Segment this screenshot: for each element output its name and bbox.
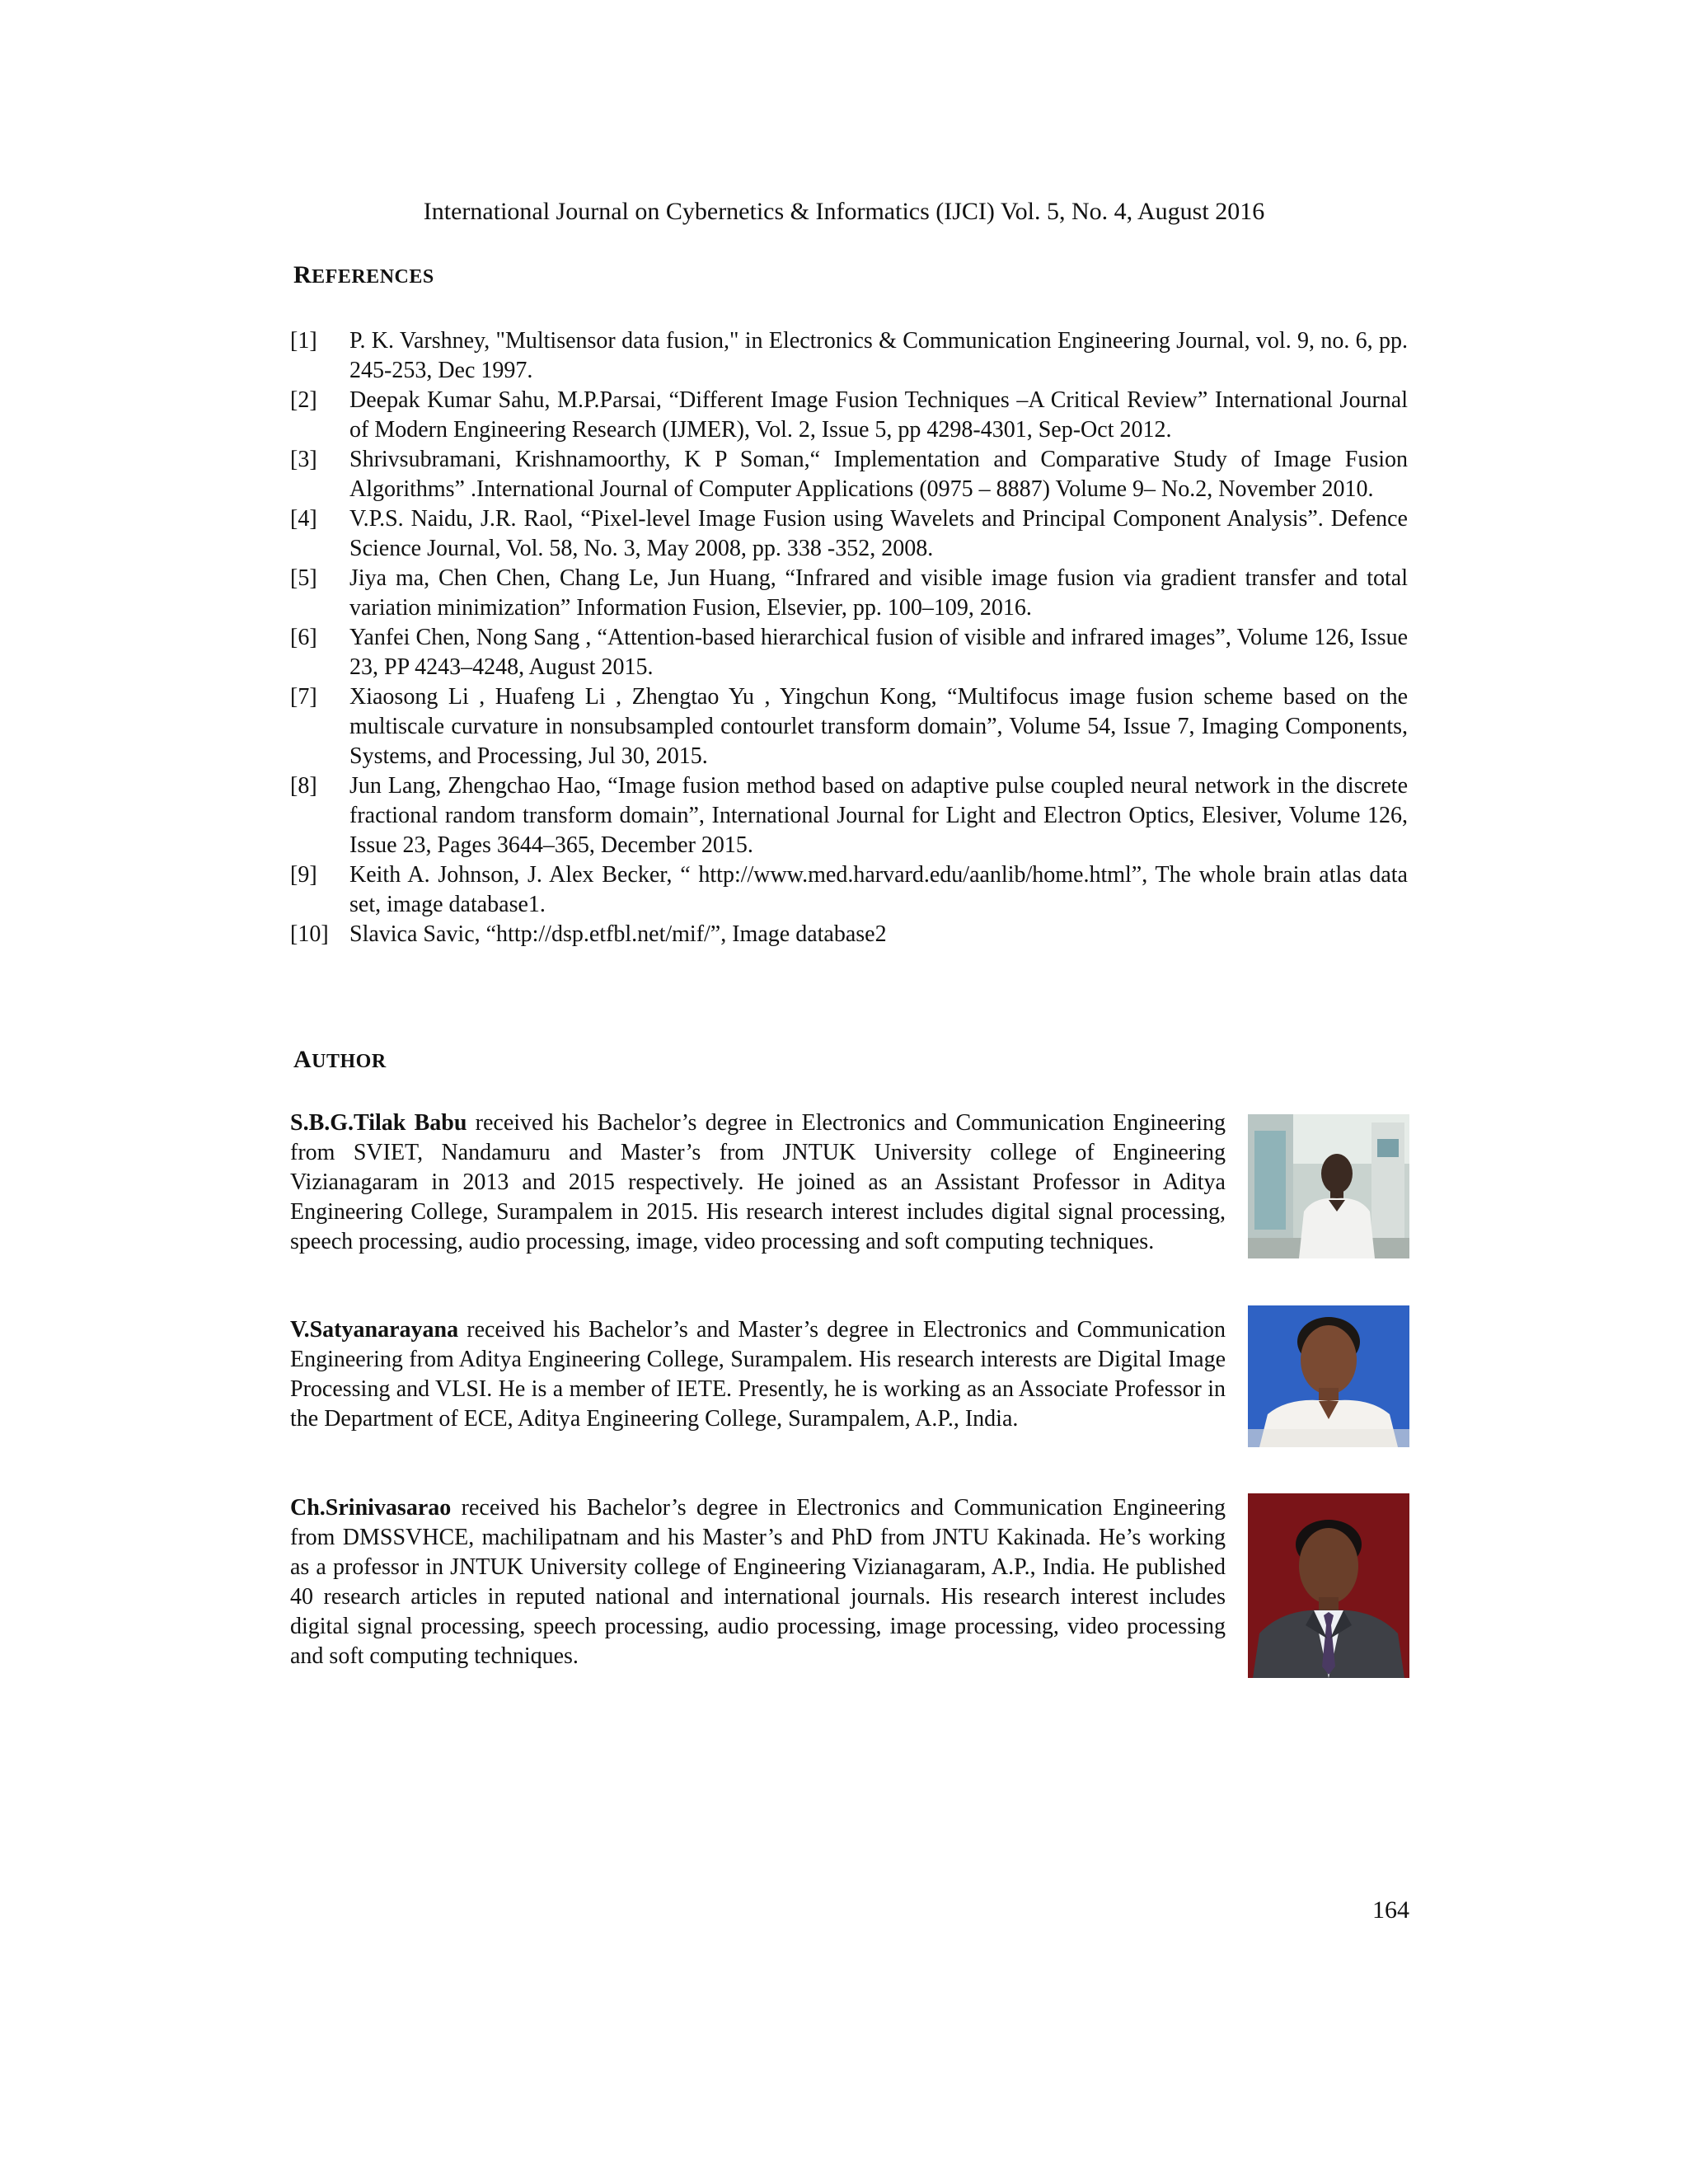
reference-number: [10] [290, 921, 329, 947]
running-header: International Journal on Cybernetics & Informatics (IJCI) Vol. 5, No. 4, August 2016 [423, 198, 1265, 225]
reference-text: V.P.S. Naidu, J.R. Raol, “Pixel-level Image Fusion using Wavelets and Principal Component Analysis”. Defence Science Journal, Vol. 58, No. 3, May 2008, pp. 338 -352, 2008. [349, 506, 1408, 561]
author-photo-2 [1248, 1305, 1409, 1447]
author-heading-rest: UTHOR [312, 1051, 387, 1072]
reference-item [290, 682, 1408, 771]
references-heading-rest: EFERENCES [312, 266, 434, 288]
reference-number: [6] [290, 625, 317, 650]
reference-text: Slavica Savic, “http://dsp.etfbl.net/mif/”, Image database2 [349, 921, 887, 947]
reference-number: [3] [290, 447, 317, 472]
reference-number: [2] [290, 387, 317, 413]
references-heading-cap: R [293, 261, 312, 288]
reference-text: Xiaosong Li , Huafeng Li , Zhengtao Yu , Yingchun Kong, “Multifocus image fusion scheme based on the multiscale curvature in nonsubsampled contourlet transform domain”, Volume 54, Issue 7, Imaging Components, Systems, and Processing, Jul 30, 2015. [349, 684, 1408, 769]
page-number: 164 [1372, 1896, 1409, 1924]
reference-text: Yanfei Chen, Nong Sang , “Attention-based hierarchical fusion of visible and infrared images”, Volume 126, Issue 23, PP 4243–4248, August 2015. [349, 625, 1408, 680]
reference-text: P. K. Varshney, "Multisensor data fusion," in Electronics & Communication Engineering Journal, vol. 9, no. 6, pp. 245-253, Dec 1997. [349, 328, 1408, 383]
author-photo-3-image [1248, 1493, 1409, 1678]
reference-text: Deepak Kumar Sahu, M.P.Parsai, “Different Image Fusion Techniques –A Critical Review” International Journal of Modern Engineering Research (IJMER), Vol. 2, Issue 5, pp 4298-4301, Sep-Oct 2012. [349, 387, 1408, 443]
author-bio-text: received his Bachelor’s degree in Electronics and Communication Engineering from DMSSVHCE, machilipatnam and his Master’s and PhD from JNTU Kakinada. He’s working as a professor in JNTUK University college of Engineering Vizianagaram, A.P., India. He published 40 research articles in reputed national and international journals. His research interest includes digital signal processing, speech processing, audio processing, image processing, video processing and soft computing techniques. [290, 1495, 1226, 1669]
author-heading [293, 1045, 387, 1076]
author-name: V.Satyanarayana [290, 1317, 459, 1343]
reference-text: Jun Lang, Zhengchao Hao, “Image fusion method based on adaptive pulse coupled neural network in the discrete fractional random transform domain”, International Journal for Light and Electron Optics, Elesiver, Volume 126, Issue 23, Pages 3644–365, December 2015. [349, 773, 1408, 858]
author-heading-cap: A [293, 1046, 312, 1073]
reference-text: Shrivsubramani, Krishnamoorthy, K P Soman,“ Implementation and Comparative Study of Image Fusion Algorithms” .International Journal of Computer Applications (0975 – 8887) Volume 9– No.2, November 2010. [349, 447, 1408, 502]
reference-text: Jiya ma, Chen Chen, Chang Le, Jun Huang, “Infrared and visible image fusion via gradient transfer and total variation minimization” Information Fusion, Elsevier, pp. 100–109, 2016. [349, 565, 1408, 621]
author-photo-2-image [1248, 1305, 1409, 1447]
author-name: S.B.G.Tilak Babu [290, 1110, 467, 1136]
author-photo-1 [1248, 1114, 1409, 1258]
author-bio-3 [290, 1493, 1226, 1671]
reference-number: [8] [290, 773, 317, 799]
author-bio-1 [290, 1108, 1226, 1257]
reference-item [290, 326, 1408, 386]
reference-number: [4] [290, 506, 317, 532]
author-bio-2 [290, 1315, 1226, 1434]
reference-item [290, 920, 1408, 949]
reference-list [290, 326, 1408, 949]
reference-item [290, 860, 1408, 920]
reference-number: [1] [290, 328, 317, 354]
reference-item [290, 445, 1408, 504]
author-bio-text: received his Bachelor’s and Master’s degree in Electronics and Communication Engineering from Aditya Engineering College, Surampalem. His research interests are Digital Image Processing and VLSI. He is a member of IETE. Presently, he is working as an Associate Professor in the Department of ECE, Aditya Engineering College, Surampalem, A.P., India. [290, 1317, 1226, 1432]
references-heading [293, 260, 434, 292]
reference-number: [9] [290, 862, 317, 888]
reference-text: Keith A. Johnson, J. Alex Becker, “ http://www.med.harvard.edu/aanlib/home.html”, The whole brain atlas data set, image database1. [349, 862, 1408, 917]
reference-number: [7] [290, 684, 317, 710]
author-name: Ch.Srinivasarao [290, 1495, 452, 1521]
reference-item [290, 386, 1408, 445]
reference-item [290, 504, 1408, 564]
reference-item [290, 771, 1408, 860]
reference-item [290, 564, 1408, 623]
reference-number: [5] [290, 565, 317, 591]
author-photo-1-image [1248, 1114, 1409, 1258]
reference-item [290, 623, 1408, 682]
author-photo-3 [1248, 1493, 1409, 1678]
author-bio-text: received his Bachelor’s degree in Electronics and Communication Engineering from SVIET, Nandamuru and Master’s from JNTUK University college of Engineering Vizianagaram in 2013 and 2015 respectively. He joined as an Assistant Professor in Aditya Engineering College, Surampalem in 2015. His research interest includes digital signal processing, speech processing, audio processing, image, video processing and soft computing techniques. [290, 1110, 1226, 1254]
